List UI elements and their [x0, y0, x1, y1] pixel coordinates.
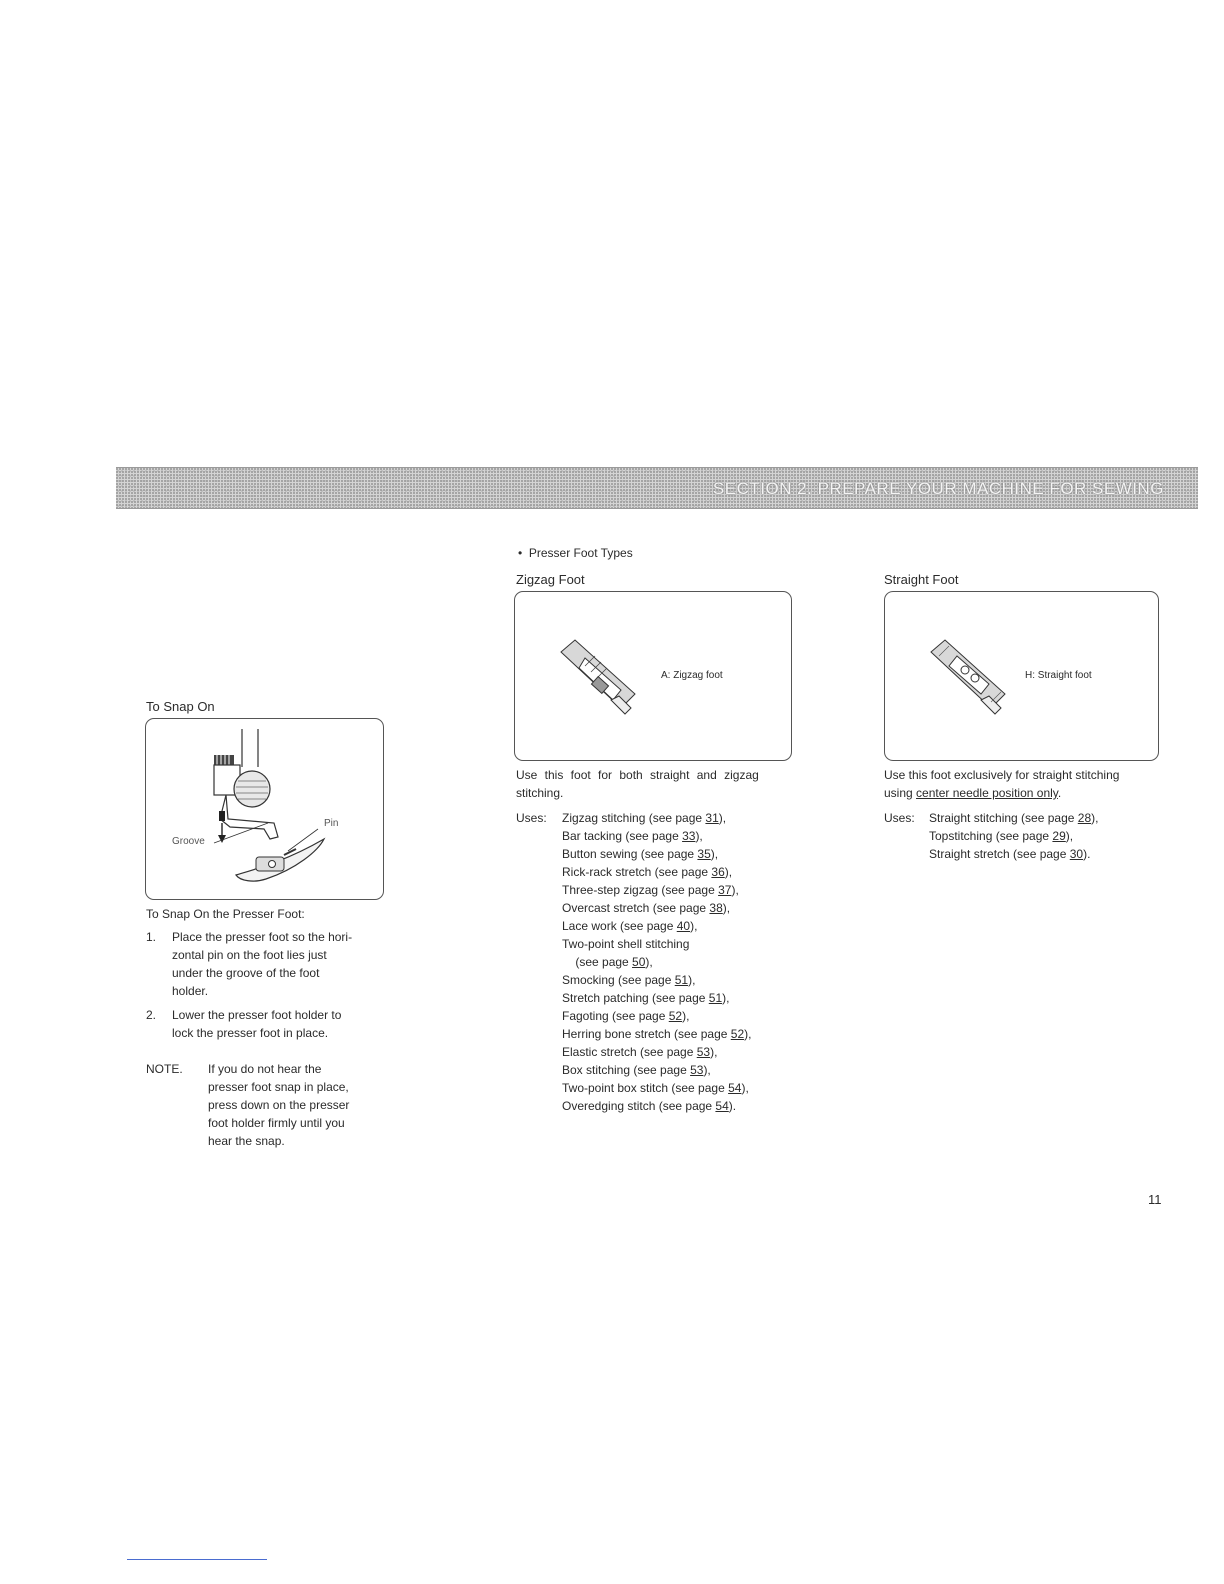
uses-list-item — [562, 917, 802, 935]
zigzag-uses-label: Uses: — [516, 811, 547, 825]
straight-description-line: Use this foot exclusively for straight stitching — [884, 768, 1120, 782]
uses-item-punct: ), — [722, 901, 731, 915]
note-line: If you do not hear the — [208, 1062, 322, 1076]
uses-list-item — [562, 1007, 802, 1025]
uses-list-item — [562, 935, 802, 953]
page-reference: 31 — [705, 811, 719, 825]
page-reference: 38 — [709, 901, 723, 915]
page-reference: 52 — [730, 1027, 745, 1041]
page-reference: 29 — [1052, 829, 1066, 843]
page-reference: 35 — [697, 847, 711, 861]
page-reference: 54 — [728, 1081, 742, 1095]
uses-item-punct: ), — [710, 1045, 718, 1059]
step-2-line: lock the presser foot in place. — [172, 1026, 329, 1040]
uses-item-punct: ), — [695, 829, 703, 843]
presser-foot-holder-illustration — [146, 719, 383, 899]
straight-description-line — [884, 784, 1164, 802]
snap-on-figure — [145, 718, 384, 900]
page-number: 11 — [1148, 1192, 1162, 1207]
uses-list-item — [562, 899, 802, 917]
page-reference: 52 — [668, 1009, 683, 1023]
uses-list-item — [562, 1079, 802, 1097]
section-banner — [116, 467, 1198, 509]
uses-list-item — [562, 809, 802, 827]
uses-list-item — [562, 1061, 802, 1079]
uses-item-text: Three-step zigzag (see page — [562, 883, 719, 897]
step-2-line: Lower the presser foot holder to — [172, 1008, 342, 1022]
uses-item-text: Smocking (see page — [562, 973, 675, 987]
straight-foot-label: H: Straight foot — [1025, 670, 1092, 681]
page-reference: 51 — [708, 991, 723, 1005]
page-reference: 53 — [690, 1063, 704, 1077]
uses-item-text: Straight stretch (see page — [929, 847, 1070, 861]
zigzag-description-line: stitching. — [516, 786, 564, 800]
note-text — [208, 1060, 384, 1150]
uses-item-text: Topstitching (see page — [929, 829, 1053, 843]
uses-list-item — [929, 845, 1159, 863]
uses-list-item — [562, 827, 802, 845]
step-1-line: Place the presser foot so the hori- — [172, 930, 353, 944]
uses-item-punct: ), — [741, 1081, 749, 1095]
step-1-text — [172, 928, 382, 1000]
page-reference: 36 — [711, 865, 725, 879]
uses-item-punct: ), — [645, 955, 653, 969]
section-banner-text: SECTION 2. PREPARE YOUR MACHINE FOR SEWING — [712, 479, 1164, 498]
uses-item-text: Zigzag stitching (see page — [562, 811, 706, 825]
uses-list-item — [562, 971, 802, 989]
page-reference: 30 — [1069, 847, 1084, 861]
uses-item-text: Box stitching (see page — [562, 1063, 691, 1077]
uses-item-text: Elastic stretch (see page — [562, 1045, 697, 1059]
note-line: hear the snap. — [208, 1134, 285, 1148]
straight-uses-list — [929, 809, 1159, 863]
uses-item-text: Lace work (see page — [562, 919, 677, 933]
uses-list-item — [562, 845, 802, 863]
page-reference: 37 — [718, 883, 732, 897]
page-reference: 53 — [696, 1045, 711, 1059]
uses-item-text: Two-point box stitch (see page — [562, 1081, 729, 1095]
uses-item-text: Straight stitching (see page — [929, 811, 1078, 825]
uses-list-item — [562, 989, 802, 1007]
page-reference: 40 — [676, 919, 691, 933]
bullet-icon: • — [518, 546, 529, 560]
uses-list-item — [562, 1043, 802, 1061]
uses-item-punct: ), — [690, 919, 698, 933]
note-label: NOTE. — [146, 1062, 183, 1076]
step-1-line: zontal pin on the foot lies just — [172, 948, 327, 962]
uses-item-punct: ), — [731, 883, 739, 897]
straight-foot-description — [884, 766, 1164, 802]
page-reference: 54 — [715, 1099, 729, 1113]
uses-item-punct: ), — [682, 1009, 690, 1023]
zigzag-uses-list — [562, 809, 802, 1115]
pin-label: Pin — [324, 818, 339, 829]
uses-item-punct: ), — [744, 1027, 752, 1041]
snap-on-subtitle: To Snap On the Presser Foot: — [146, 907, 305, 921]
step-2-number: 2. — [146, 1008, 157, 1022]
uses-list-item — [562, 881, 802, 899]
uses-item-punct: ), — [710, 847, 719, 861]
uses-item-text: (see page — [562, 955, 633, 969]
uses-item-punct: ), — [1065, 829, 1074, 843]
uses-item-punct: ), — [703, 1063, 711, 1077]
straight-description-prefix: using — [884, 786, 917, 800]
straight-foot-title: Straight Foot — [884, 572, 959, 587]
zigzag-description-line: Use this foot for both straight and zigzag — [516, 768, 759, 782]
uses-item-punct: ), — [688, 973, 696, 987]
zigzag-foot-figure — [514, 591, 792, 761]
page-reference: 51 — [674, 973, 689, 987]
note-line: foot holder firmly until you — [208, 1116, 345, 1130]
uses-item-punct: ), — [1091, 811, 1099, 825]
step-2-text — [172, 1006, 382, 1042]
straight-description-suffix: . — [1057, 786, 1062, 800]
uses-list-item — [562, 1025, 802, 1043]
straight-foot-icon — [925, 634, 1015, 724]
note-line: press down on the presser — [208, 1098, 350, 1112]
step-1-number: 1. — [146, 930, 157, 944]
straight-description-underlined: center needle position only — [916, 786, 1058, 800]
groove-label: Groove — [172, 836, 205, 847]
uses-item-text: Herring bone stretch (see page — [562, 1027, 731, 1041]
uses-list-item — [562, 953, 802, 971]
uses-item-punct: ). — [728, 1099, 737, 1113]
zigzag-foot-label: A: Zigzag foot — [661, 670, 723, 681]
uses-item-text: Overcast stretch (see page — [562, 901, 710, 915]
snap-on-title: To Snap On — [146, 699, 215, 714]
uses-list-item — [562, 1097, 802, 1115]
uses-item-text: Overedging stitch (see page — [562, 1099, 716, 1113]
step-1-line: under the groove of the foot — [172, 966, 320, 980]
uses-item-text: Rick-rack stretch (see page — [562, 865, 712, 879]
uses-item-punct: ). — [1083, 847, 1091, 861]
footer-rule — [127, 1559, 267, 1560]
uses-item-text: Stretch patching (see page — [562, 991, 709, 1005]
zigzag-foot-description — [516, 766, 796, 802]
straight-uses-label: Uses: — [884, 811, 915, 825]
page-reference: 33 — [682, 829, 696, 843]
uses-list-item — [562, 863, 802, 881]
uses-item-text: Button sewing (see page — [562, 847, 698, 861]
step-1-line: holder. — [172, 984, 209, 998]
heading-text: Presser Foot Types — [528, 546, 633, 560]
straight-foot-figure — [884, 591, 1159, 761]
zigzag-foot-icon — [555, 634, 645, 724]
uses-item-text: Two-point shell stitching — [562, 937, 690, 951]
presser-foot-types-heading — [518, 544, 633, 562]
page-reference: 50 — [632, 955, 646, 969]
note-line: presser foot snap in place, — [208, 1080, 349, 1094]
uses-item-punct: ), — [722, 991, 730, 1005]
uses-item-text: Fagoting (see page — [562, 1009, 669, 1023]
uses-item-text: Bar tacking (see page — [562, 829, 683, 843]
uses-list-item — [929, 827, 1159, 845]
page-reference: 28 — [1077, 811, 1092, 825]
uses-list-item — [929, 809, 1159, 827]
uses-item-punct: ), — [724, 865, 733, 879]
zigzag-foot-title: Zigzag Foot — [516, 572, 585, 587]
uses-item-punct: ), — [718, 811, 727, 825]
